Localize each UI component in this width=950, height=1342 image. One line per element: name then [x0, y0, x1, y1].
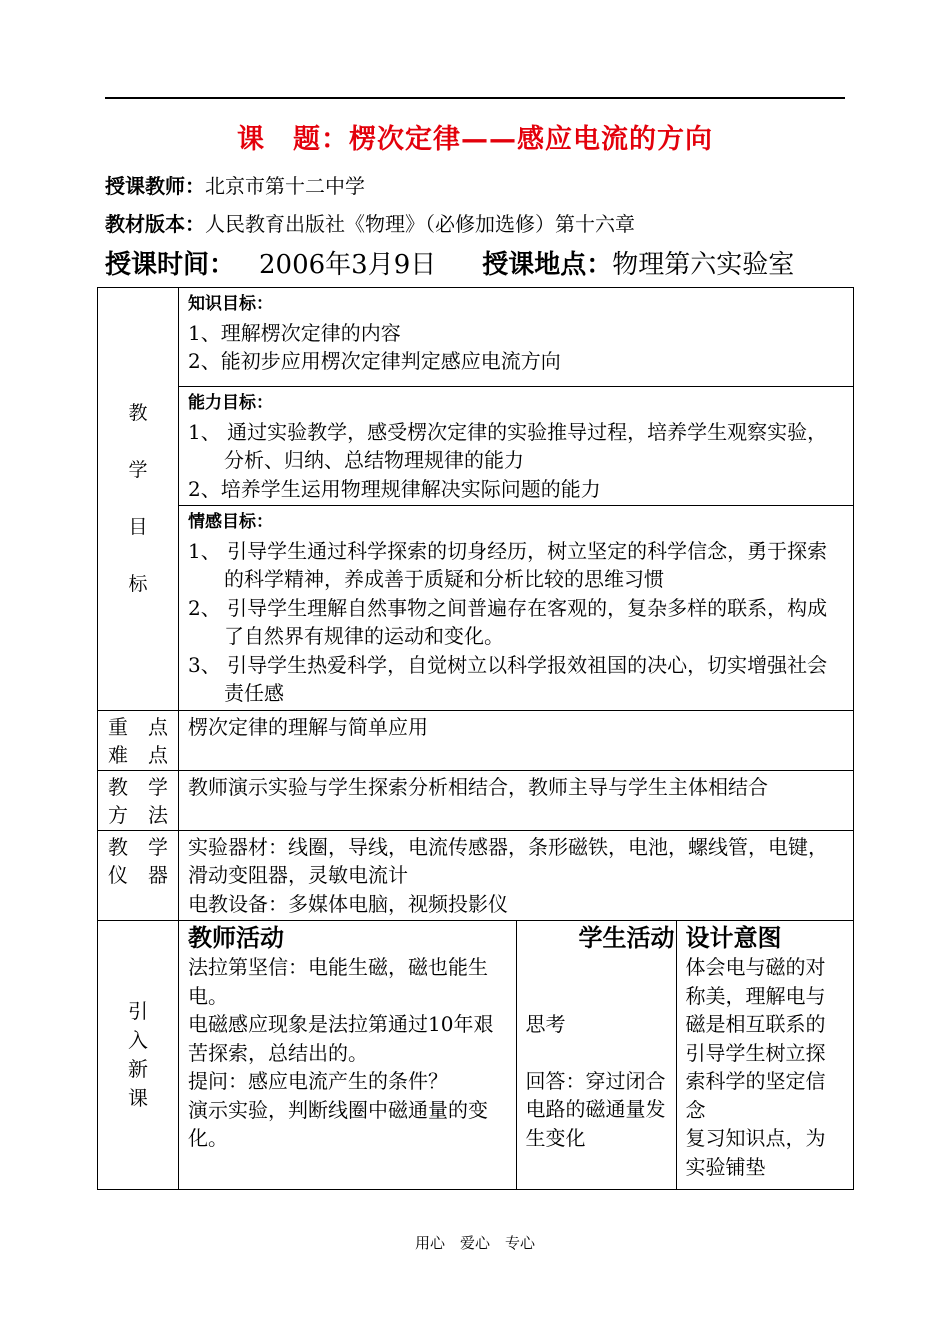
emotion-goal-title: 情感目标：: [188, 512, 273, 532]
student-activity-text: 思考: [525, 1012, 566, 1036]
ability-goal-item: 1、 通过实验教学，感受楞次定律的实验推导过程，培养学生观察实验，分析、归纳、总结物理规律的能力: [188, 419, 828, 472]
place-label: 授课地点：: [482, 250, 613, 280]
goals-label-char: 教: [128, 401, 148, 424]
student-activity-cell: [516, 921, 676, 1189]
goals-label-char: 学: [128, 458, 148, 481]
method-row: [98, 770, 854, 830]
header-rule: [105, 97, 845, 99]
emotion-goal-item: 3、 引导学生热爱科学，自觉树立以科学报效祖国的决心，切实增强社会责任感: [188, 652, 828, 705]
ability-goal-row: [98, 387, 854, 506]
ability-goal-cell: [179, 387, 854, 506]
textbook-value: 人民教育出版社《物理》（必修加选修）第十六章: [205, 212, 635, 236]
page-title: 课 题：楞次定律——感应电流的方向: [237, 124, 713, 155]
teacher-activity-text: 电磁感应现象是法拉第通过10年艰苦探索，总结出的。: [188, 1012, 494, 1065]
equipment-label-line: 教 学: [108, 834, 168, 859]
design-intent-text: 体会电与磁的对称美，理解电与磁是相互联系的: [685, 955, 826, 1036]
teacher-line: [105, 170, 365, 199]
method-label-line: 方 法: [108, 803, 168, 827]
key-points-content: 楞次定律的理解与简单应用: [179, 710, 854, 770]
teacher-activity-text: 提问：感应电流产生的条件？: [188, 1069, 448, 1093]
teacher-activity-head: 教师活动: [188, 924, 284, 952]
equipment-content: [179, 830, 854, 921]
intro-label: [98, 921, 179, 1190]
teacher-activity-text: 法拉第坚信：电能生磁，磁也能生电。: [188, 955, 488, 1008]
ability-goal-item: 2、培养学生运用物理规律解决实际问题的能力: [188, 476, 601, 501]
intro-content: [179, 921, 854, 1190]
intro-row: [98, 921, 854, 1190]
ability-goal-title: 能力目标：: [188, 393, 273, 413]
key-points-label-line: 难 点: [108, 743, 168, 767]
key-points-label-line: 重 点: [108, 714, 168, 739]
goals-label-char: 目: [128, 515, 148, 538]
equipment-line: 实验器材：线圈，导线，电流传感器，条形磁铁，电池，螺线管，电键，滑动变阻器，灵敏电流计: [188, 834, 828, 887]
emotion-goal-item: 1、 引导学生通过科学探索的切身经历，树立坚定的科学信念，勇于探索的科学精神，养成善于质疑和分析比较的思维习惯: [188, 538, 828, 591]
page-footer: 用心 爱心 专心: [414, 1234, 535, 1252]
teacher-value: 北京市第十二中学: [205, 174, 365, 198]
equipment-row: [98, 830, 854, 921]
emotion-goal-cell: [179, 506, 854, 711]
knowledge-goal-row: [98, 288, 854, 387]
lesson-table: [97, 287, 854, 1190]
time-place-line: [105, 244, 794, 281]
key-points-label: [98, 710, 179, 770]
student-activity-text: 回答：穿过闭合电路的磁通量发生变化: [525, 1068, 666, 1150]
design-intent-cell: [676, 921, 854, 1189]
intro-label-char: 引: [128, 999, 148, 1023]
teacher-activity-text: 演示实验，判断线圈中磁通量的变化。: [188, 1097, 488, 1150]
equipment-label-line: 仪 器: [108, 863, 168, 887]
design-intent-text: 引导学生树立探索科学的坚定信念: [685, 1040, 826, 1122]
textbook-line: [105, 208, 635, 237]
method-content: 教师演示实验与学生探索分析相结合，教师主导与学生主体相结合: [179, 770, 854, 830]
activity-table: [179, 921, 854, 1189]
method-label-line: 教 学: [108, 774, 168, 799]
goals-label-char: 标: [128, 572, 148, 595]
knowledge-goal-title: 知识目标：: [188, 294, 273, 314]
textbook-label: 教材版本：: [105, 212, 205, 236]
intro-label-char: 课: [128, 1086, 148, 1110]
knowledge-goal-cell: [179, 288, 854, 387]
student-activity-head: 学生活动: [578, 924, 675, 952]
teacher-label: 授课教师：: [105, 174, 205, 198]
knowledge-goal-item: 1、理解楞次定律的内容: [188, 320, 401, 345]
method-label: [98, 770, 179, 830]
key-points-row: [98, 710, 854, 770]
emotion-goal-row: [98, 506, 854, 711]
equipment-label: [98, 830, 179, 921]
equipment-line: 电教设备：多媒体电脑，视频投影仪: [188, 891, 508, 916]
place-value: 物理第六实验室: [612, 250, 795, 280]
time-value: 2006年3月9日: [259, 250, 437, 280]
time-label: 授课时间：: [105, 250, 236, 280]
intro-label-char: 入: [128, 1028, 148, 1052]
knowledge-goal-item: 2、能初步应用楞次定律判定感应电流方向: [188, 349, 561, 373]
teacher-activity-cell: [179, 921, 516, 1189]
design-intent-text: 复习知识点，为实验铺垫: [685, 1126, 826, 1179]
design-intent-head: 设计意图: [685, 924, 782, 952]
emotion-goal-item: 2、 引导学生理解自然事物之间普遍存在客观的，复杂多样的联系，构成了自然界有规律的运动和变化。: [188, 595, 828, 648]
goals-label: [98, 288, 179, 711]
intro-label-char: 新: [128, 1057, 148, 1081]
